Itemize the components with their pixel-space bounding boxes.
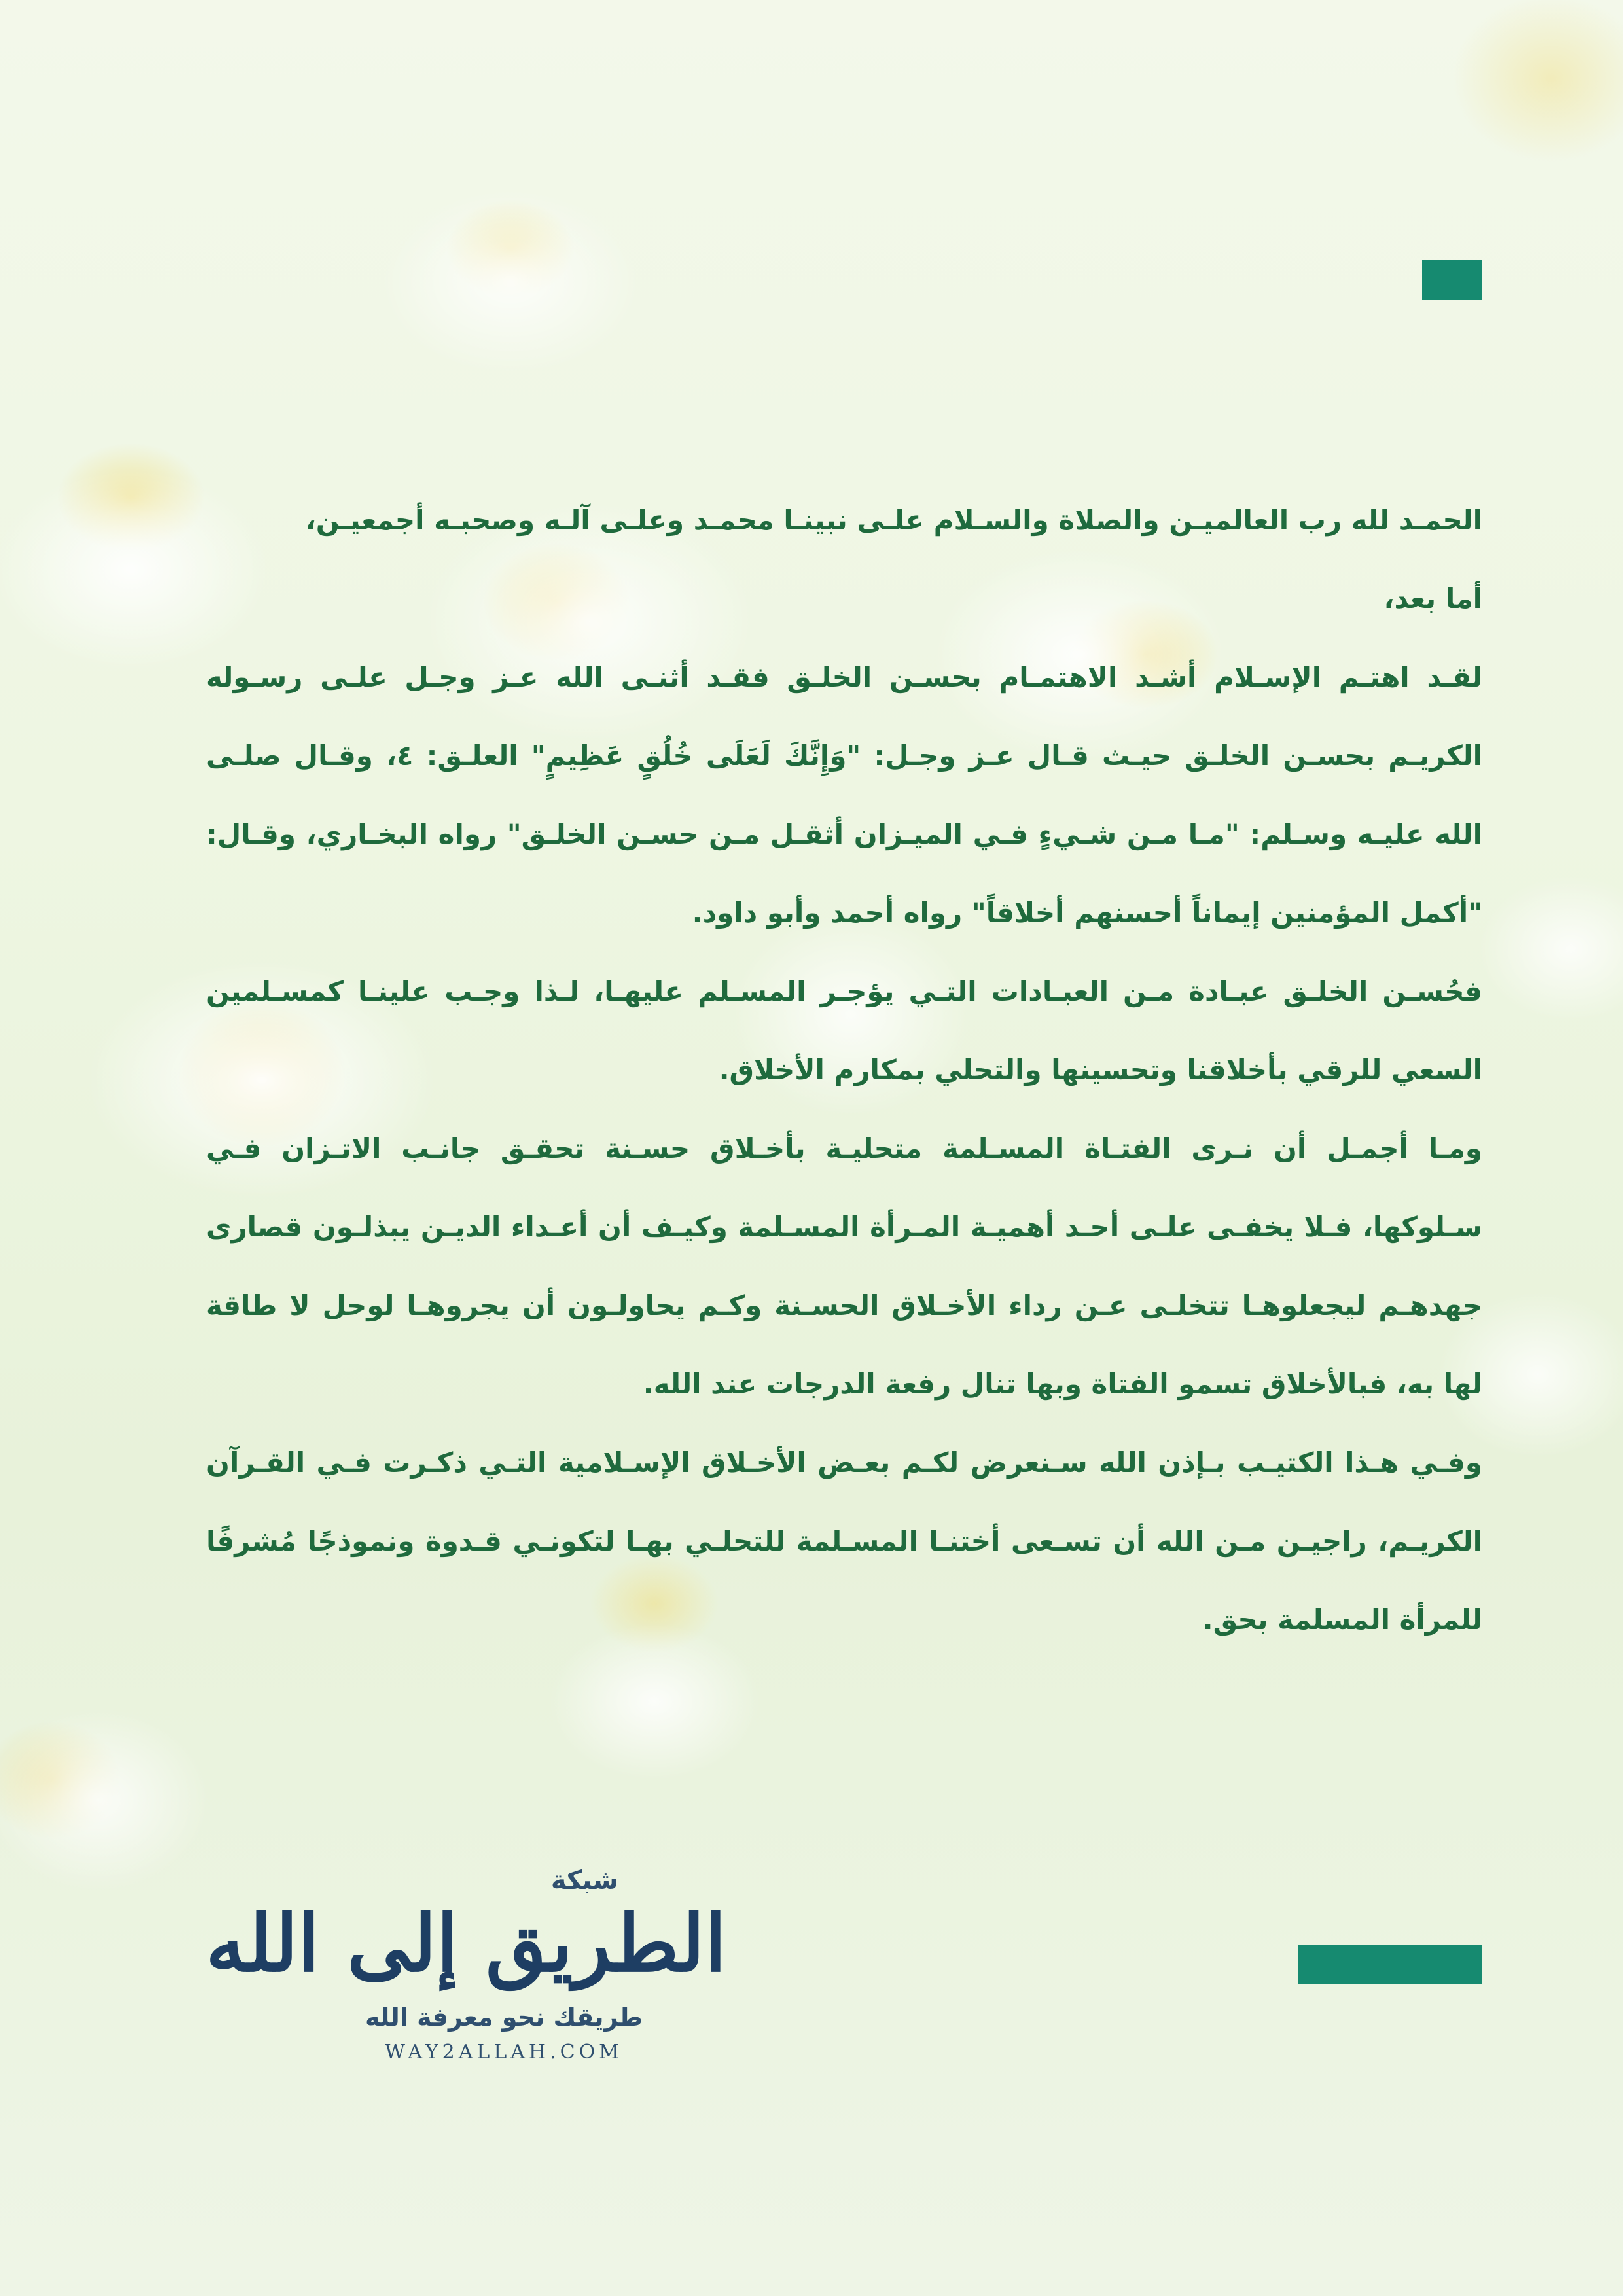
logo-top-word: شبكة bbox=[550, 1865, 618, 1895]
body-text bbox=[206, 481, 1482, 1659]
paragraph-greeting: الحمـد لله رب العالميـن والصلاة والسـلام علـى نبينـا محمـد وعلـى آلـه وصحبـه أجمعيـن، bbox=[305, 504, 1482, 536]
paragraph-amma-baad: أما بعد، bbox=[1383, 583, 1482, 615]
logo-slogan: طريقك نحو معرفة الله bbox=[365, 2003, 643, 2032]
accent-bar-top bbox=[1422, 260, 1482, 300]
paragraph-booklet: وفـي هـذا الكتيـب بـإذن الله سـنعرض لكـم بعـض الأخـلاق الإسـلامية التـي ذكـرت فـي القـرآن الكريـم، راجيـن مـن الله أن تسـعى أختنـا المسـلمة للتحلـي بهـا لتكونـي قـدوة ونموذجًا مُشرفًا للمرأة المسلمة بحق. bbox=[206, 1446, 1482, 1636]
logo-main-title: الطريق إلى الله bbox=[205, 1897, 726, 1990]
logo-url: WAY2ALLAH.COM bbox=[385, 2041, 623, 2064]
paragraph-worship: فحُسـن الخلـق عبـادة مـن العبـادات التـي يؤجـر المسـلم عليهـا، لـذا وجـب علينـا كمسـلمين السعي للرقي بأخلاقنا وتحسينها والتحلي بمكارم الأخلاق. bbox=[206, 975, 1482, 1086]
way2allah-logo bbox=[205, 1865, 726, 2068]
paragraph-muslim-girl: ومـا أجمـل أن نـرى الفتـاة المسـلمة متحليـة بأخـلاق حسـنة تحقـق جانـب الاتـزان فـي سـلوكها، فـلا يخفـى علـى أحـد أهميـة المـرأة المسـلمة وكيـف أن أعـداء الديـن يبذلـون قصارى جهدهـم ليجعلوهـا تتخلـى عـن رداء الأخـلاق الحسـنة وكـم يحاولـون أن يجروهـا لوحل لا طاقة لها به، فبالأخلاق تسمو الفتاة وبها تنال رفعة الدرجات عند الله. bbox=[206, 1132, 1482, 1400]
paragraph-good-character: لقـد اهتـم الإسـلام أشـد الاهتمـام بحسـن الخلـق فقـد أثنـى الله عـز وجـل علـى رسـوله الكريـم بحسـن الخلـق حيـث قـال عـز وجـل: "وَإِنَّكَ لَعَلَى خُلُقٍ عَظِيمٍ" العلـق: ٤، وقـال صلـى الله عليـه وسـلم: "مـا مـن شـيءٍ فـي الميـزان أثقـل مـن حسـن الخلـق" رواه البخـاري، وقـال: "أكمل المؤمنين إيماناً أحسنهم أخلاقاً" رواه أحمد وأبو داود. bbox=[206, 661, 1483, 929]
accent-bar-bottom bbox=[1298, 1945, 1482, 1984]
